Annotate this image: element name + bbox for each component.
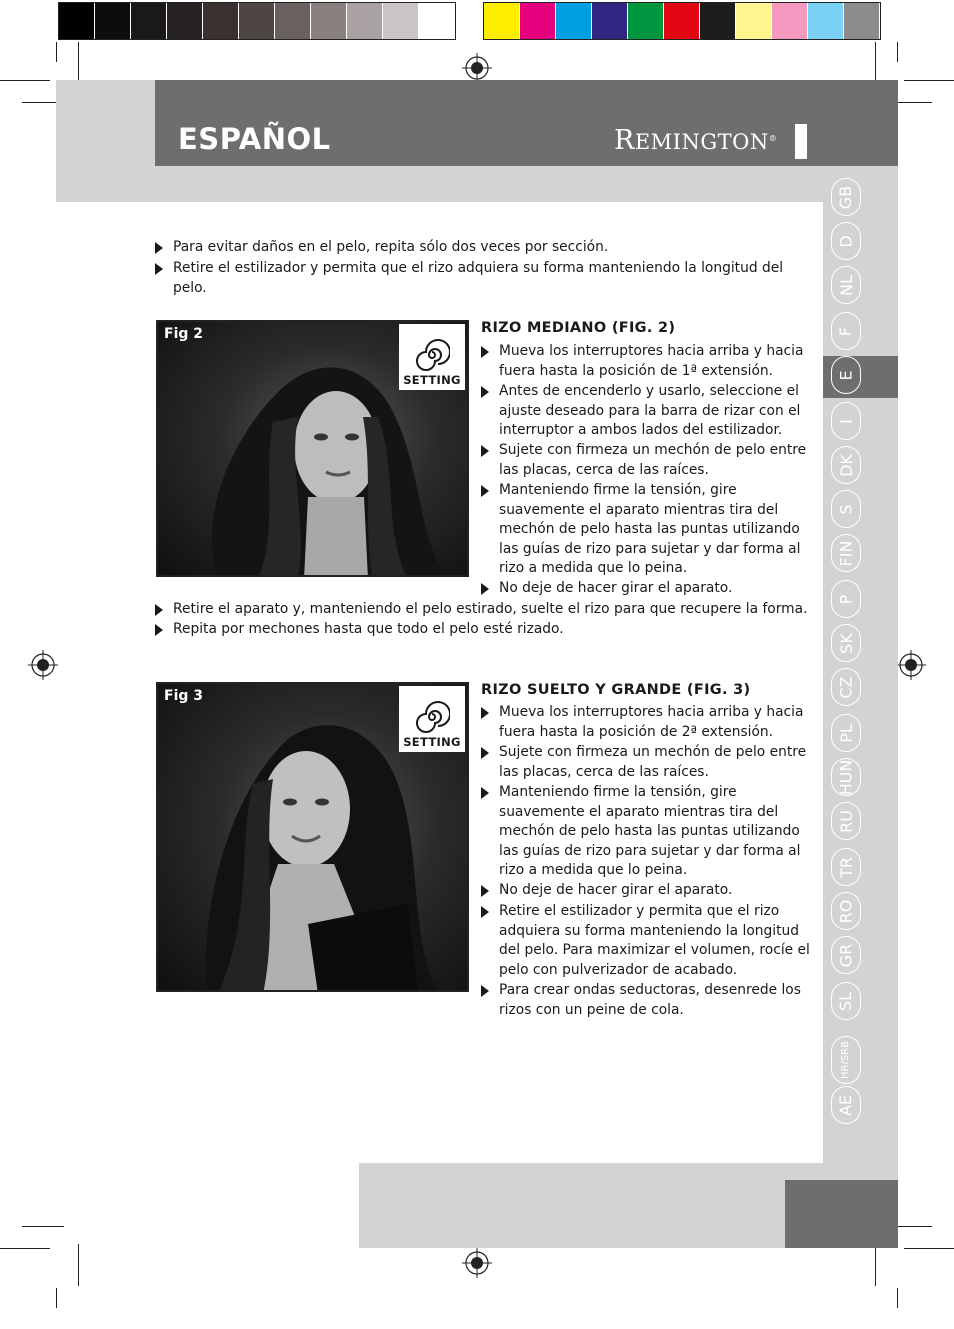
intro-bullet: Retire el estilizador y permita que el rizo adquiera su forma manteniendo la longitud del pelo. xyxy=(155,259,813,298)
color-swatch xyxy=(808,3,844,39)
setting-badge: SETTING xyxy=(399,324,465,390)
language-tab-label: TR xyxy=(836,856,856,878)
section-bullet: Manteniendo firme la tensión, gire suavemente el aparato mientras tira del mechón de pelo hasta las puntas utilizando las guías de rizo para sujetar y dar forma al rizo a medida que lo peina. xyxy=(481,481,819,579)
color-swatch xyxy=(59,3,95,39)
crop-mark xyxy=(875,1244,876,1286)
language-tab-fin[interactable] xyxy=(831,534,861,572)
language-tab-label: RU xyxy=(836,809,856,833)
crop-mark xyxy=(897,42,898,62)
color-swatch xyxy=(484,3,520,39)
language-tab-label: D xyxy=(836,234,856,248)
crop-mark xyxy=(56,1288,57,1308)
language-tab-label: RO xyxy=(836,899,856,923)
color-swatch xyxy=(347,3,383,39)
registration-mark-icon xyxy=(896,650,926,680)
crop-mark xyxy=(904,1248,954,1249)
language-tab-label: F xyxy=(836,326,856,336)
language-tab-label: E xyxy=(836,369,856,381)
color-swatch xyxy=(311,3,347,39)
language-tab-label: GR xyxy=(836,943,856,967)
language-tab-p[interactable] xyxy=(831,580,861,618)
language-tab-nl[interactable] xyxy=(831,266,861,304)
registration-mark-icon xyxy=(28,650,58,680)
language-tab-label: HUN xyxy=(836,759,856,795)
color-swatch xyxy=(592,3,628,39)
section-bullet: Mueva los interruptores hacia arriba y hacia fuera hasta la posición de 1ª extensión. xyxy=(481,342,819,381)
section-heading: RIZO MEDIANO (FIG. 2) xyxy=(481,320,676,336)
language-tab-dk[interactable] xyxy=(831,446,861,484)
color-swatch xyxy=(95,3,131,39)
figure-2-photo xyxy=(156,320,469,577)
language-tab-label: SK xyxy=(836,632,856,654)
language-tab-label: DK xyxy=(836,453,856,477)
section-bullet: Antes de encenderlo y usarlo, seleccione el ajuste deseado para la barra de rizar con el interruptor a ambos lados del estilizador. xyxy=(481,382,819,441)
language-tab-hun[interactable] xyxy=(831,758,861,796)
section-bullet: Mueva los interruptores hacia arriba y hacia fuera hasta la posición de 2ª extensión. xyxy=(481,703,819,742)
crop-mark xyxy=(22,1226,64,1227)
color-swatch xyxy=(419,3,455,39)
color-swatch xyxy=(664,3,700,39)
color-swatch xyxy=(167,3,203,39)
language-tab-pl[interactable] xyxy=(831,714,861,752)
section-bullet: No deje de hacer girar el aparato. xyxy=(481,881,819,901)
crop-mark xyxy=(78,42,79,84)
color-swatch xyxy=(131,3,167,39)
page-title: ESPAÑOL xyxy=(178,122,331,156)
color-swatch xyxy=(772,3,808,39)
language-tab-d[interactable] xyxy=(831,222,861,260)
brand-logo: REMINGTON® xyxy=(614,125,778,156)
language-tab-f[interactable] xyxy=(831,312,861,350)
language-tab-label: S xyxy=(836,503,856,515)
color-calibration-bar-color xyxy=(483,2,881,40)
language-tab-label: FIN xyxy=(836,540,856,566)
crop-mark xyxy=(904,80,954,81)
language-tab-label: AE xyxy=(836,1094,856,1116)
section-bullet: Retire el estilizador y permita que el rizo adquiera su forma manteniendo la longitud del pelo. Para maximizar el volumen, rocíe el pelo con pulverizador de acabado. xyxy=(481,902,819,980)
language-tab-label: PL xyxy=(836,723,856,743)
color-swatch xyxy=(520,3,556,39)
language-tab-label: SL xyxy=(836,991,856,1011)
curl-setting-icon xyxy=(414,337,450,373)
footer-page-block xyxy=(785,1180,898,1248)
intro-bullet: Para evitar daños en el pelo, repita sólo dos veces por sección. xyxy=(155,238,813,258)
language-tab-gb[interactable] xyxy=(831,178,861,216)
color-swatch xyxy=(844,3,880,39)
section-bullet: Manteniendo firme la tensión, gire suavemente el aparato mientras tira del mechón de pelo hasta las puntas utilizando las guías de rizo para sujetar y dar forma al rizo a medida que lo peina. xyxy=(481,783,819,881)
crop-mark xyxy=(0,1248,50,1249)
language-tab-e[interactable] xyxy=(831,356,861,394)
language-tab-gr[interactable] xyxy=(831,936,861,974)
crop-mark xyxy=(78,1244,79,1286)
section-bullet: No deje de hacer girar el aparato. xyxy=(481,579,819,599)
color-swatch xyxy=(239,3,275,39)
language-tab-label: CZ xyxy=(836,675,856,699)
color-swatch xyxy=(736,3,772,39)
figure-label: Fig 3 xyxy=(164,688,203,704)
color-swatch xyxy=(700,3,736,39)
language-tab-ru[interactable] xyxy=(831,802,861,840)
section-bullet: Para crear ondas seductoras, desenrede los rizos con un peine de cola. xyxy=(481,981,819,1020)
language-tab-label: P xyxy=(836,594,856,604)
crop-mark xyxy=(56,42,57,62)
language-tab-s[interactable] xyxy=(831,490,861,528)
section-bullet: Repita por mechones hasta que todo el pelo esté rizado. xyxy=(155,620,823,640)
crop-mark xyxy=(0,80,50,81)
registration-mark-icon xyxy=(462,1248,492,1278)
figure-label: Fig 2 xyxy=(164,326,203,342)
color-swatch xyxy=(556,3,592,39)
color-swatch xyxy=(203,3,239,39)
language-tab-hr-srb[interactable] xyxy=(831,1036,861,1084)
language-tab-i[interactable] xyxy=(831,402,861,440)
setting-badge: SETTING xyxy=(399,686,465,752)
color-calibration-bar-grayscale xyxy=(58,2,456,40)
language-tab-label: GB xyxy=(836,185,856,209)
curl-setting-icon xyxy=(414,699,450,735)
crop-mark xyxy=(897,1288,898,1308)
language-tab-label: I xyxy=(836,418,856,424)
language-tab-cz[interactable] xyxy=(831,668,861,706)
color-swatch xyxy=(275,3,311,39)
color-swatch xyxy=(628,3,664,39)
section-bullet: Sujete con firmeza un mechón de pelo entre las placas, cerca de las raíces. xyxy=(481,743,819,782)
registration-mark-icon xyxy=(462,53,492,83)
language-tab-sl[interactable] xyxy=(831,982,861,1020)
brand-logo-bar xyxy=(795,124,807,159)
section-bullet: Sujete con firmeza un mechón de pelo entre las placas, cerca de las raíces. xyxy=(481,441,819,480)
language-tab-ro[interactable] xyxy=(831,892,861,930)
section-bullet: Retire el aparato y, manteniendo el pelo estirado, suelte el rizo para que recupere la forma. xyxy=(155,600,823,620)
color-swatch xyxy=(383,3,419,39)
section-heading: RIZO SUELTO Y GRANDE (FIG. 3) xyxy=(481,682,751,698)
language-tab-label: HR/SRB xyxy=(840,1041,851,1079)
figure-3-photo xyxy=(156,682,469,992)
crop-mark xyxy=(875,42,876,84)
language-tab-sk[interactable] xyxy=(831,624,861,662)
language-tab-ae[interactable] xyxy=(831,1086,861,1124)
language-tab-label: NL xyxy=(836,274,856,296)
language-tab-tr[interactable] xyxy=(831,848,861,886)
